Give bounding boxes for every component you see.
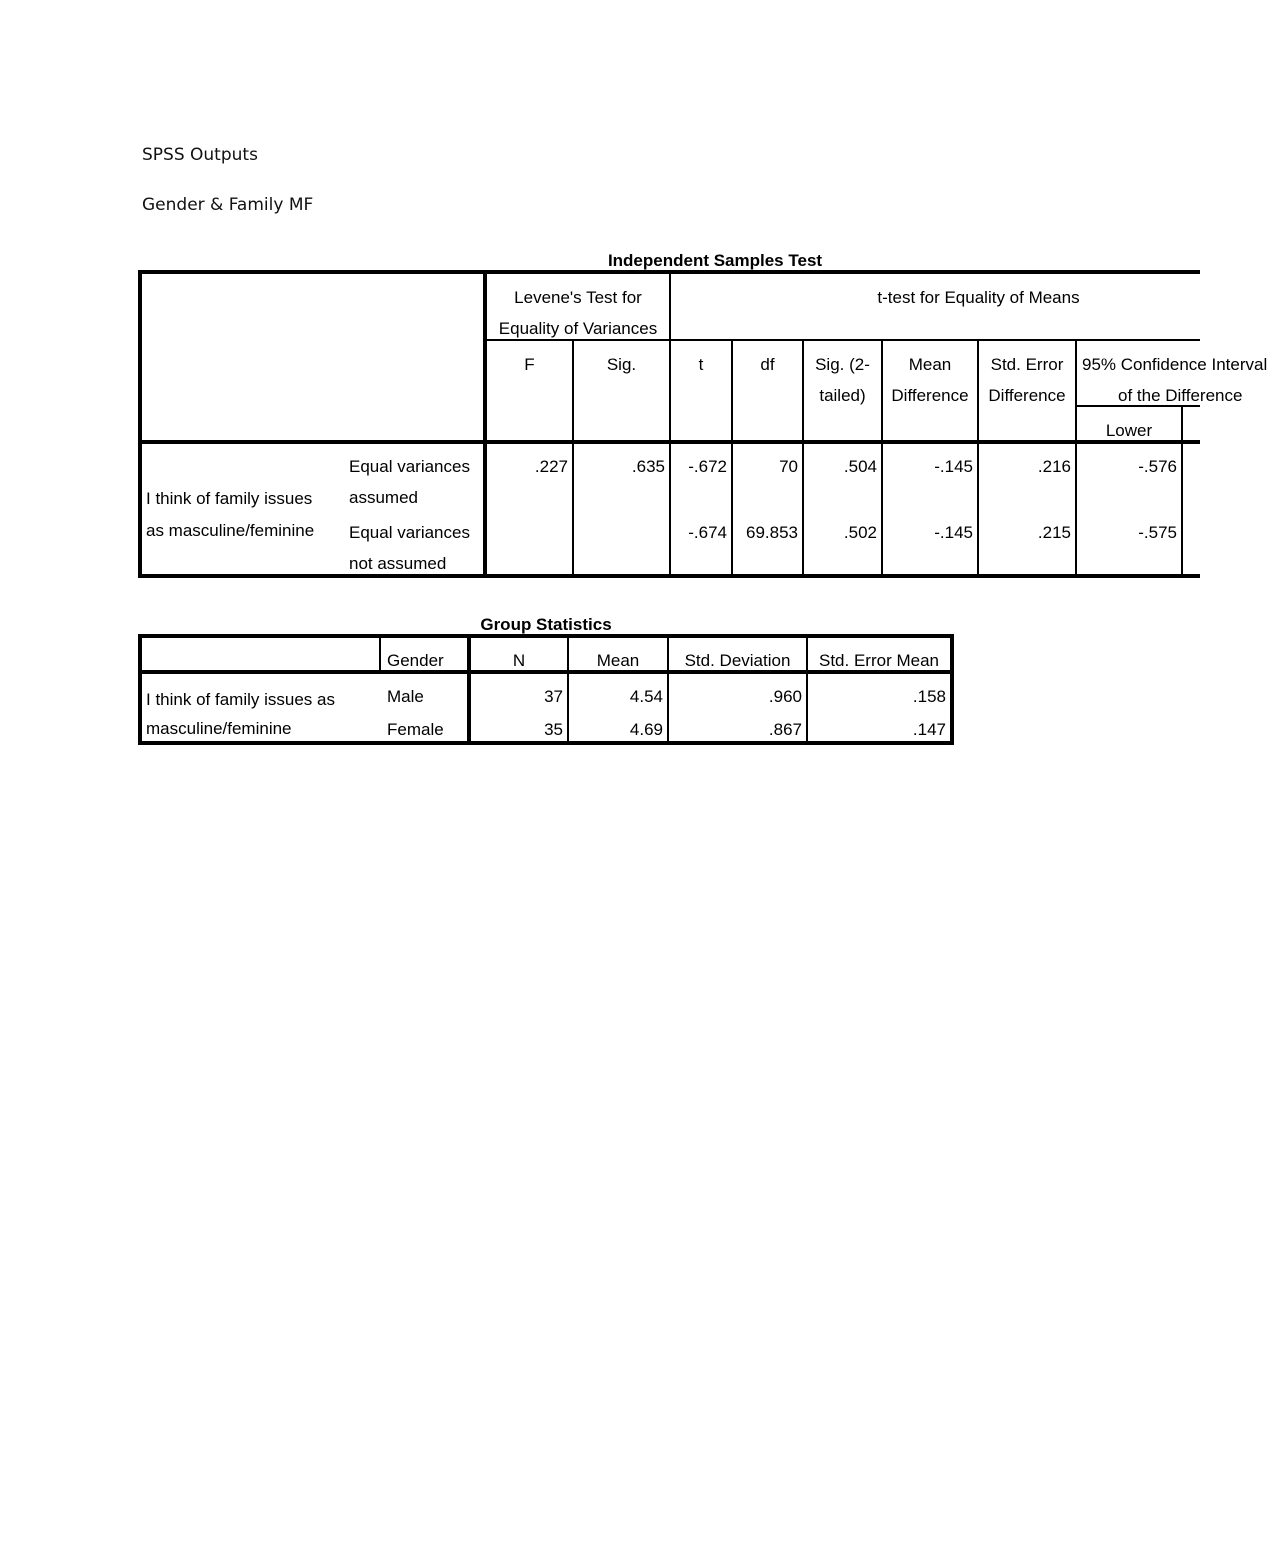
doc-title: SPSS Outputs — [142, 145, 258, 165]
gs-col-sem: Std. Error Mean — [819, 651, 939, 670]
col-df: df — [760, 355, 775, 374]
cell-mean-diff-1: -.145 — [934, 457, 973, 476]
cell-sig2-2: .502 — [843, 523, 877, 542]
col-se-diff-line2: Difference — [988, 386, 1066, 405]
cell-t-1: -.672 — [688, 457, 727, 476]
independent-test-title: Independent Samples Test — [607, 251, 823, 270]
gs-mean-female: 4.69 — [629, 720, 663, 739]
gs-mean-male: 4.54 — [629, 687, 663, 706]
gs-col-n: N — [512, 651, 526, 670]
cell-sig2-1: .504 — [843, 457, 877, 476]
cell-mean-diff-2: -.145 — [934, 523, 973, 542]
row-group-label-line1: I think of family issues — [146, 489, 313, 508]
col-sig: Sig. — [606, 355, 637, 374]
gs-gender-female: Female — [387, 720, 444, 739]
gs-col-gender: Gender — [387, 651, 444, 670]
gs-sd-female: .867 — [768, 720, 802, 739]
col-se-diff-line1: Std. Error — [990, 355, 1064, 374]
gs-sd-male: .960 — [768, 687, 802, 706]
col-ci-line1: 95% Confidence Interval — [1082, 355, 1268, 374]
cell-lower-1: -.576 — [1138, 457, 1177, 476]
cell-df-1: 70 — [779, 457, 798, 476]
cell-se-diff-2: .215 — [1037, 523, 1071, 542]
row-group-label-line2: as masculine/feminine — [146, 521, 315, 540]
col-sig-2tailed-line2: tailed) — [819, 386, 866, 405]
row-equal-assumed-label-line2: assumed — [349, 488, 418, 507]
row-equal-assumed-label-line1: Equal variances — [349, 457, 470, 476]
col-ci-line2: of the Difference — [1118, 386, 1243, 405]
gs-row-label-line2: masculine/feminine — [146, 719, 292, 738]
row-equal-not-assumed-label-line2: not assumed — [349, 554, 447, 573]
col-t: t — [698, 355, 704, 374]
gs-sem-female: .147 — [912, 720, 946, 739]
row-equal-not-assumed-label-line1: Equal variances — [349, 523, 470, 542]
col-lower: Lower — [1105, 421, 1153, 440]
doc-subtitle: Gender & Family MF — [142, 195, 314, 215]
col-f: F — [524, 355, 535, 374]
cell-f-1: .227 — [534, 457, 568, 476]
cell-df-2: 69.853 — [746, 523, 798, 542]
cell-se-diff-1: .216 — [1037, 457, 1071, 476]
gs-gender-male: Male — [387, 687, 424, 706]
col-sig-2tailed-line1: Sig. (2- — [815, 355, 870, 374]
group-stats-title: Group Statistics — [480, 615, 612, 634]
cell-lower-2: -.575 — [1138, 523, 1177, 542]
gs-row-label-line1: I think of family issues as — [146, 690, 335, 709]
gs-col-mean: Mean — [596, 651, 640, 670]
cell-sig-1: .635 — [631, 457, 665, 476]
gs-col-sd: Std. Deviation — [684, 651, 791, 670]
levene-header-line2: Equality of Variances — [498, 319, 658, 338]
col-mean-diff-line2: Difference — [891, 386, 969, 405]
gs-n-male: 37 — [544, 687, 563, 706]
gs-sem-male: .158 — [912, 687, 946, 706]
col-mean-diff-line1: Mean — [908, 355, 952, 374]
levene-header-line1: Levene's Test for — [514, 288, 642, 307]
ttest-header: t-test for Equality of Means — [877, 288, 1080, 307]
gs-n-female: 35 — [544, 720, 563, 739]
cell-t-2: -.674 — [688, 523, 727, 542]
